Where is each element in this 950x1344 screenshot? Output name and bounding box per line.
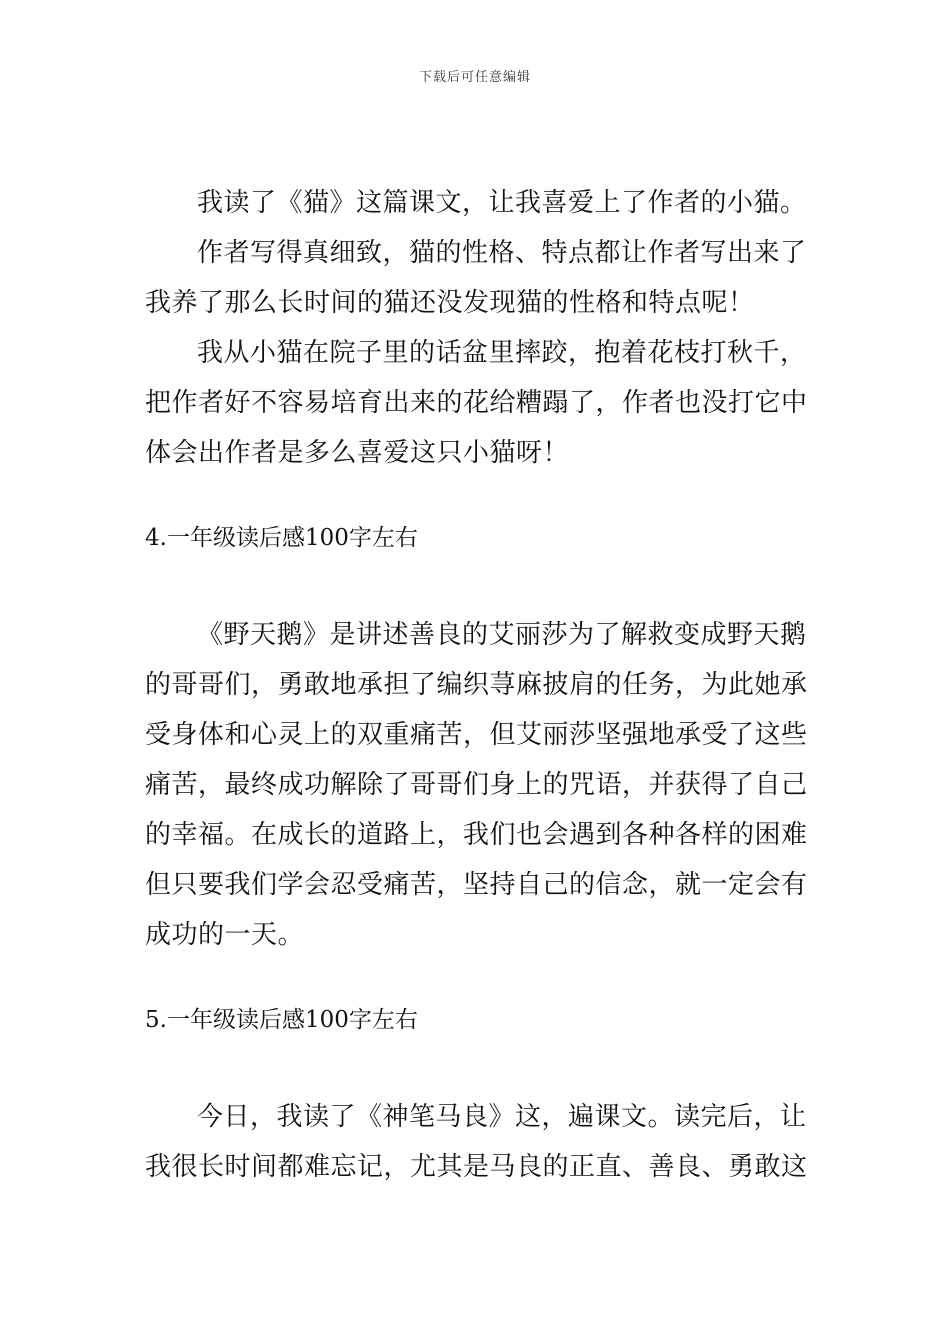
document-body: [145, 178, 810, 1192]
text-line: 我很长时间都难忘记，尤其是马良的正直、善良、勇敢这: [145, 1152, 808, 1182]
text-line: 的哥哥们，勇敢地承担了编织荨麻披肩的任务，为此她承: [145, 670, 808, 700]
paragraph-3: [145, 328, 810, 478]
text-line: 《野天鹅》是讲述善良的艾丽莎为了解救变成野天鹅: [197, 620, 807, 650]
section-heading-5: 5.一年级读后感100字左右: [145, 1007, 418, 1033]
text-line: 作者写得真细致，猫的性格、特点都让作者写出来了: [197, 238, 807, 268]
text-line: 我从小猫在院子里的话盆里摔跤，抱着花枝打秋千，: [197, 338, 807, 368]
text-line: 但只要我们学会忍受痛苦，坚持自己的信念，就一定会有: [145, 870, 808, 900]
text-line: 我读了《猫》这篇课文，让我喜爱上了作者的小猫。: [197, 188, 807, 218]
spacer: [145, 560, 810, 610]
text-line: 痛苦，最终成功解除了哥哥们身上的咒语，并获得了自己: [145, 770, 808, 800]
spacer: [145, 478, 810, 516]
paragraph-5: [145, 1092, 810, 1192]
text-line: 今日，我读了《神笔马良》这，遍课文。读完后，让: [197, 1102, 807, 1132]
paragraph-2: [145, 228, 810, 328]
text-line: 的幸福。在成长的道路上，我们也会遇到各种各样的困难: [145, 820, 808, 850]
page-header: 下载后可任意编辑: [418, 70, 531, 85]
text-line: 我养了那么长时间的猫还没发现猫的性格和特点呢！: [145, 288, 755, 318]
text-line: 把作者好不容易培育出来的花给糟蹋了，作者也没打它中: [145, 388, 808, 418]
paragraph-1: [145, 178, 810, 228]
section-heading-4: 4.一年级读后感100字左右: [145, 525, 418, 551]
text-line: 体会出作者是多么喜爱这只小猫呀！: [145, 438, 570, 468]
paragraph-4: [145, 610, 810, 960]
text-line: 受身体和心灵上的双重痛苦，但艾丽莎坚强地承受了这些: [145, 720, 808, 750]
text-line: 成功的一天。: [145, 920, 305, 950]
spacer: [145, 960, 810, 998]
spacer: [145, 1042, 810, 1092]
